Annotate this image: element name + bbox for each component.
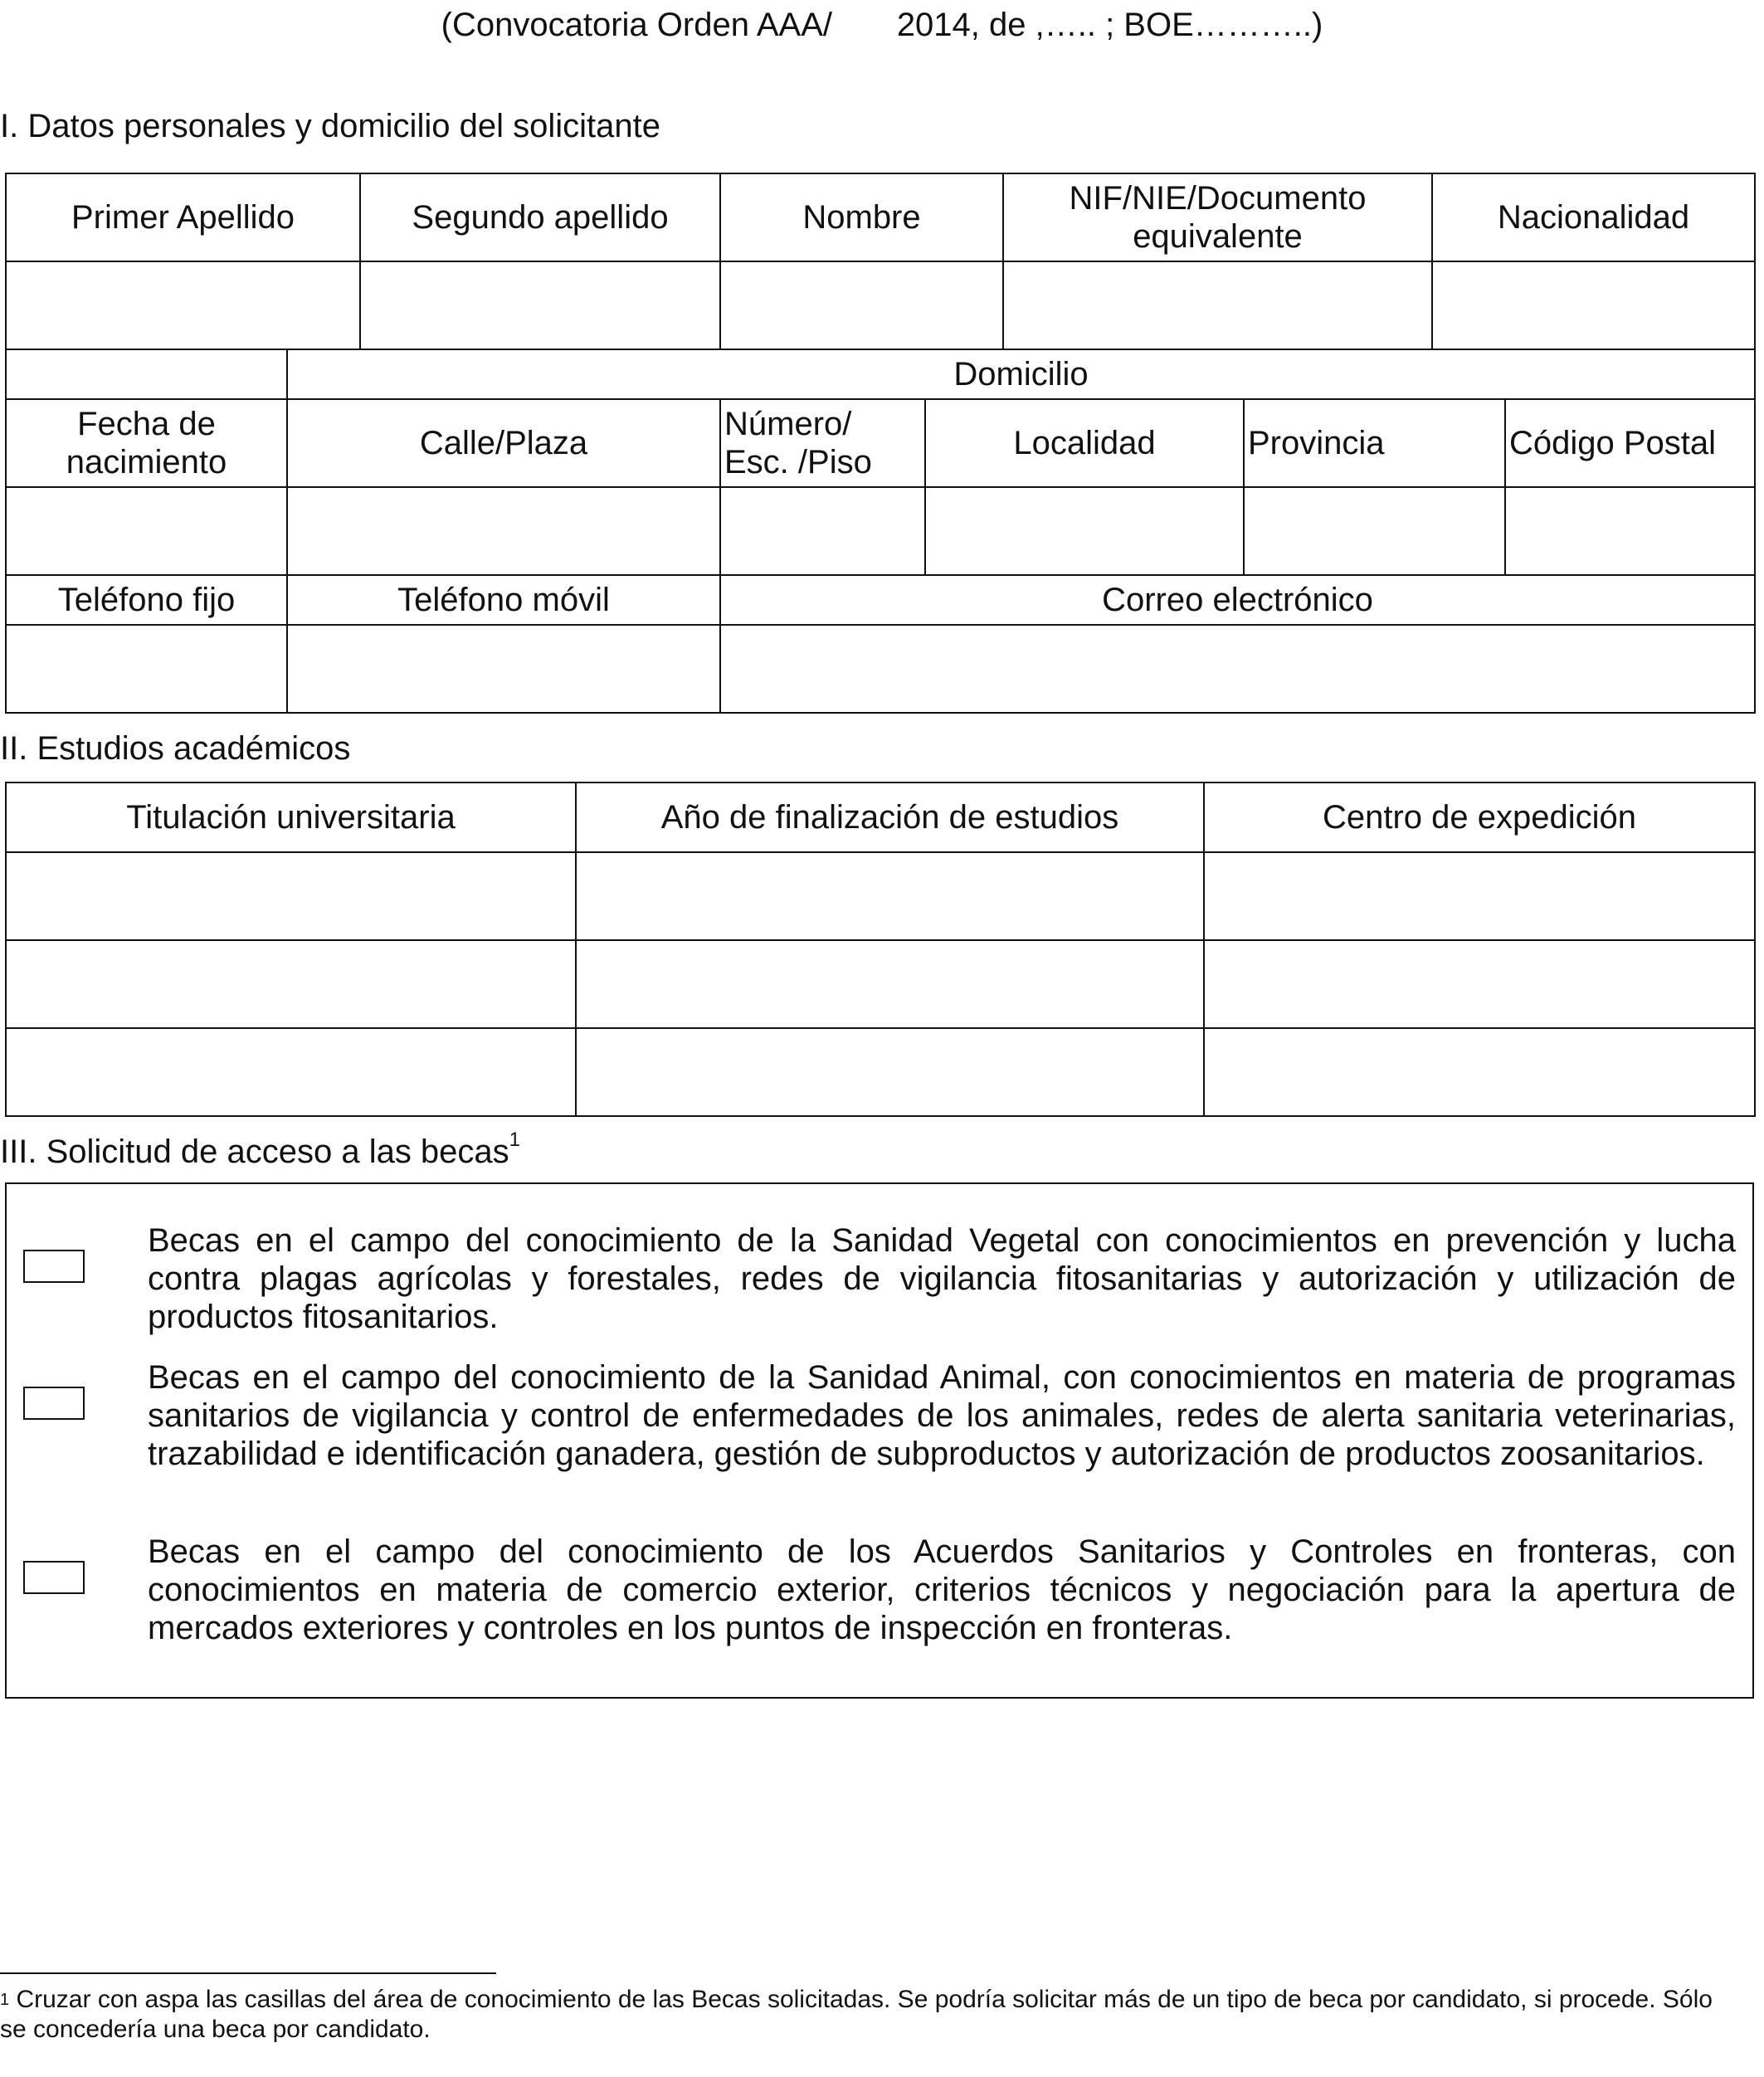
estudios-table — [5, 782, 1756, 1117]
header-centro-expedicion: Centro de expedición — [1204, 783, 1755, 852]
checkbox-sanidad-animal[interactable] — [23, 1387, 85, 1420]
field-numero-esc-piso[interactable] — [720, 487, 925, 575]
field-telefono-movil[interactable] — [287, 625, 720, 713]
field-titulacion[interactable] — [6, 852, 576, 940]
field-nombre[interactable] — [720, 261, 1003, 349]
contact-table — [5, 574, 1756, 714]
section-3-title-text: III. Solicitud de acceso a las becas — [0, 1134, 509, 1170]
footnote-reference: 1 — [509, 1129, 521, 1151]
field-correo-electronico[interactable] — [720, 625, 1755, 713]
becas-box — [5, 1182, 1754, 1699]
footnote-divider — [0, 1972, 496, 1974]
header-provincia: Provincia — [1244, 399, 1505, 487]
field-titulacion[interactable] — [6, 1028, 576, 1116]
field-nacionalidad[interactable] — [1432, 261, 1755, 349]
header-titulacion: Titulación universitaria — [6, 783, 576, 852]
footnote-text: Cruzar con aspa las casillas del área de conocimiento de las Becas solicitadas. Se podría solicitar más de un tipo de beca por candidato, si procede. Sólo se concedería una beca por candidato. — [0, 1986, 1713, 2043]
header-codigo-postal: Código Postal — [1505, 399, 1755, 487]
header-segundo-apellido: Segundo apellido — [360, 173, 720, 261]
header-localidad: Localidad — [925, 399, 1244, 487]
header-nacionalidad: Nacionalidad — [1432, 173, 1755, 261]
header-primer-apellido: Primer Apellido — [6, 173, 360, 261]
field-telefono-fijo[interactable] — [6, 625, 287, 713]
section-1-title: I. Datos personales y domicilio del solicitante — [0, 108, 660, 144]
field-fecha-nacimiento[interactable] — [6, 487, 287, 575]
field-nif[interactable] — [1003, 261, 1432, 349]
beca-text-sanidad-vegetal: Becas en el campo del conocimiento de la Sanidad Vegetal con conocimientos en prevención y lucha contra plagas agrícolas y forestales, redes de vigilancia fitosanitarias y autorización y utilización de productos fitosanitarios. — [148, 1222, 1736, 1335]
header-domicilio: Domicilio — [287, 349, 1755, 399]
personal-data-table — [5, 173, 1756, 350]
field-segundo-apellido[interactable] — [360, 261, 720, 349]
header-ano-finalizacion: Año de finalización de estudios — [576, 783, 1204, 852]
blank-cell — [6, 349, 287, 399]
field-centro-expedicion[interactable] — [1204, 852, 1755, 940]
header-telefono-movil: Teléfono móvil — [287, 575, 720, 625]
header-correo-electronico: Correo electrónico — [720, 575, 1755, 625]
checkbox-acuerdos-sanitarios[interactable] — [23, 1561, 85, 1594]
field-ano-finalizacion[interactable] — [576, 852, 1204, 940]
beca-text-acuerdos-sanitarios: Becas en el campo del conocimiento de los Acuerdos Sanitarios y Controles en fronteras, con conocimientos en materia de comercio exterior, criterios técnicos y negociación para la apertura de mercados exteriores y controles en los puntos de inspección en fronteras. — [148, 1533, 1736, 1646]
header-fecha-nacimiento: Fecha de nacimiento — [6, 399, 287, 487]
header-nif: NIF/NIE/Documento equivalente — [1003, 173, 1432, 261]
convocatoria-line: (Convocatoria Orden AAA/ 2014, de ,….. ; BOE………..) — [441, 7, 1323, 43]
section-2-title: II. Estudios académicos — [0, 730, 351, 767]
footnote — [0, 1985, 1731, 2045]
field-codigo-postal[interactable] — [1505, 487, 1755, 575]
field-provincia[interactable] — [1244, 487, 1505, 575]
field-ano-finalizacion[interactable] — [576, 940, 1204, 1028]
footnote-number: 1 — [0, 1991, 10, 2009]
field-primer-apellido[interactable] — [6, 261, 360, 349]
header-numero-esc-piso: Número/ Esc. /Piso — [720, 399, 925, 487]
header-nombre: Nombre — [720, 173, 1003, 261]
field-calle-plaza[interactable] — [287, 487, 720, 575]
header-calle-plaza: Calle/Plaza — [287, 399, 720, 487]
field-titulacion[interactable] — [6, 940, 576, 1028]
domicilio-table — [5, 349, 1756, 576]
beca-text-sanidad-animal: Becas en el campo del conocimiento de la Sanidad Animal, con conocimientos en materia de programas sanitarios de vigilancia y control de enfermedades de los animales, redes de alerta sanitaria veterinarias, trazabilidad e identificación ganadera, gestión de subproductos y autorización de productos zoosanitarios. — [148, 1359, 1736, 1472]
header-telefono-fijo: Teléfono fijo — [6, 575, 287, 625]
field-ano-finalizacion[interactable] — [576, 1028, 1204, 1116]
field-centro-expedicion[interactable] — [1204, 1028, 1755, 1116]
field-centro-expedicion[interactable] — [1204, 940, 1755, 1028]
checkbox-sanidad-vegetal[interactable] — [23, 1250, 85, 1283]
field-localidad[interactable] — [925, 487, 1244, 575]
section-3-title — [0, 1129, 521, 1171]
